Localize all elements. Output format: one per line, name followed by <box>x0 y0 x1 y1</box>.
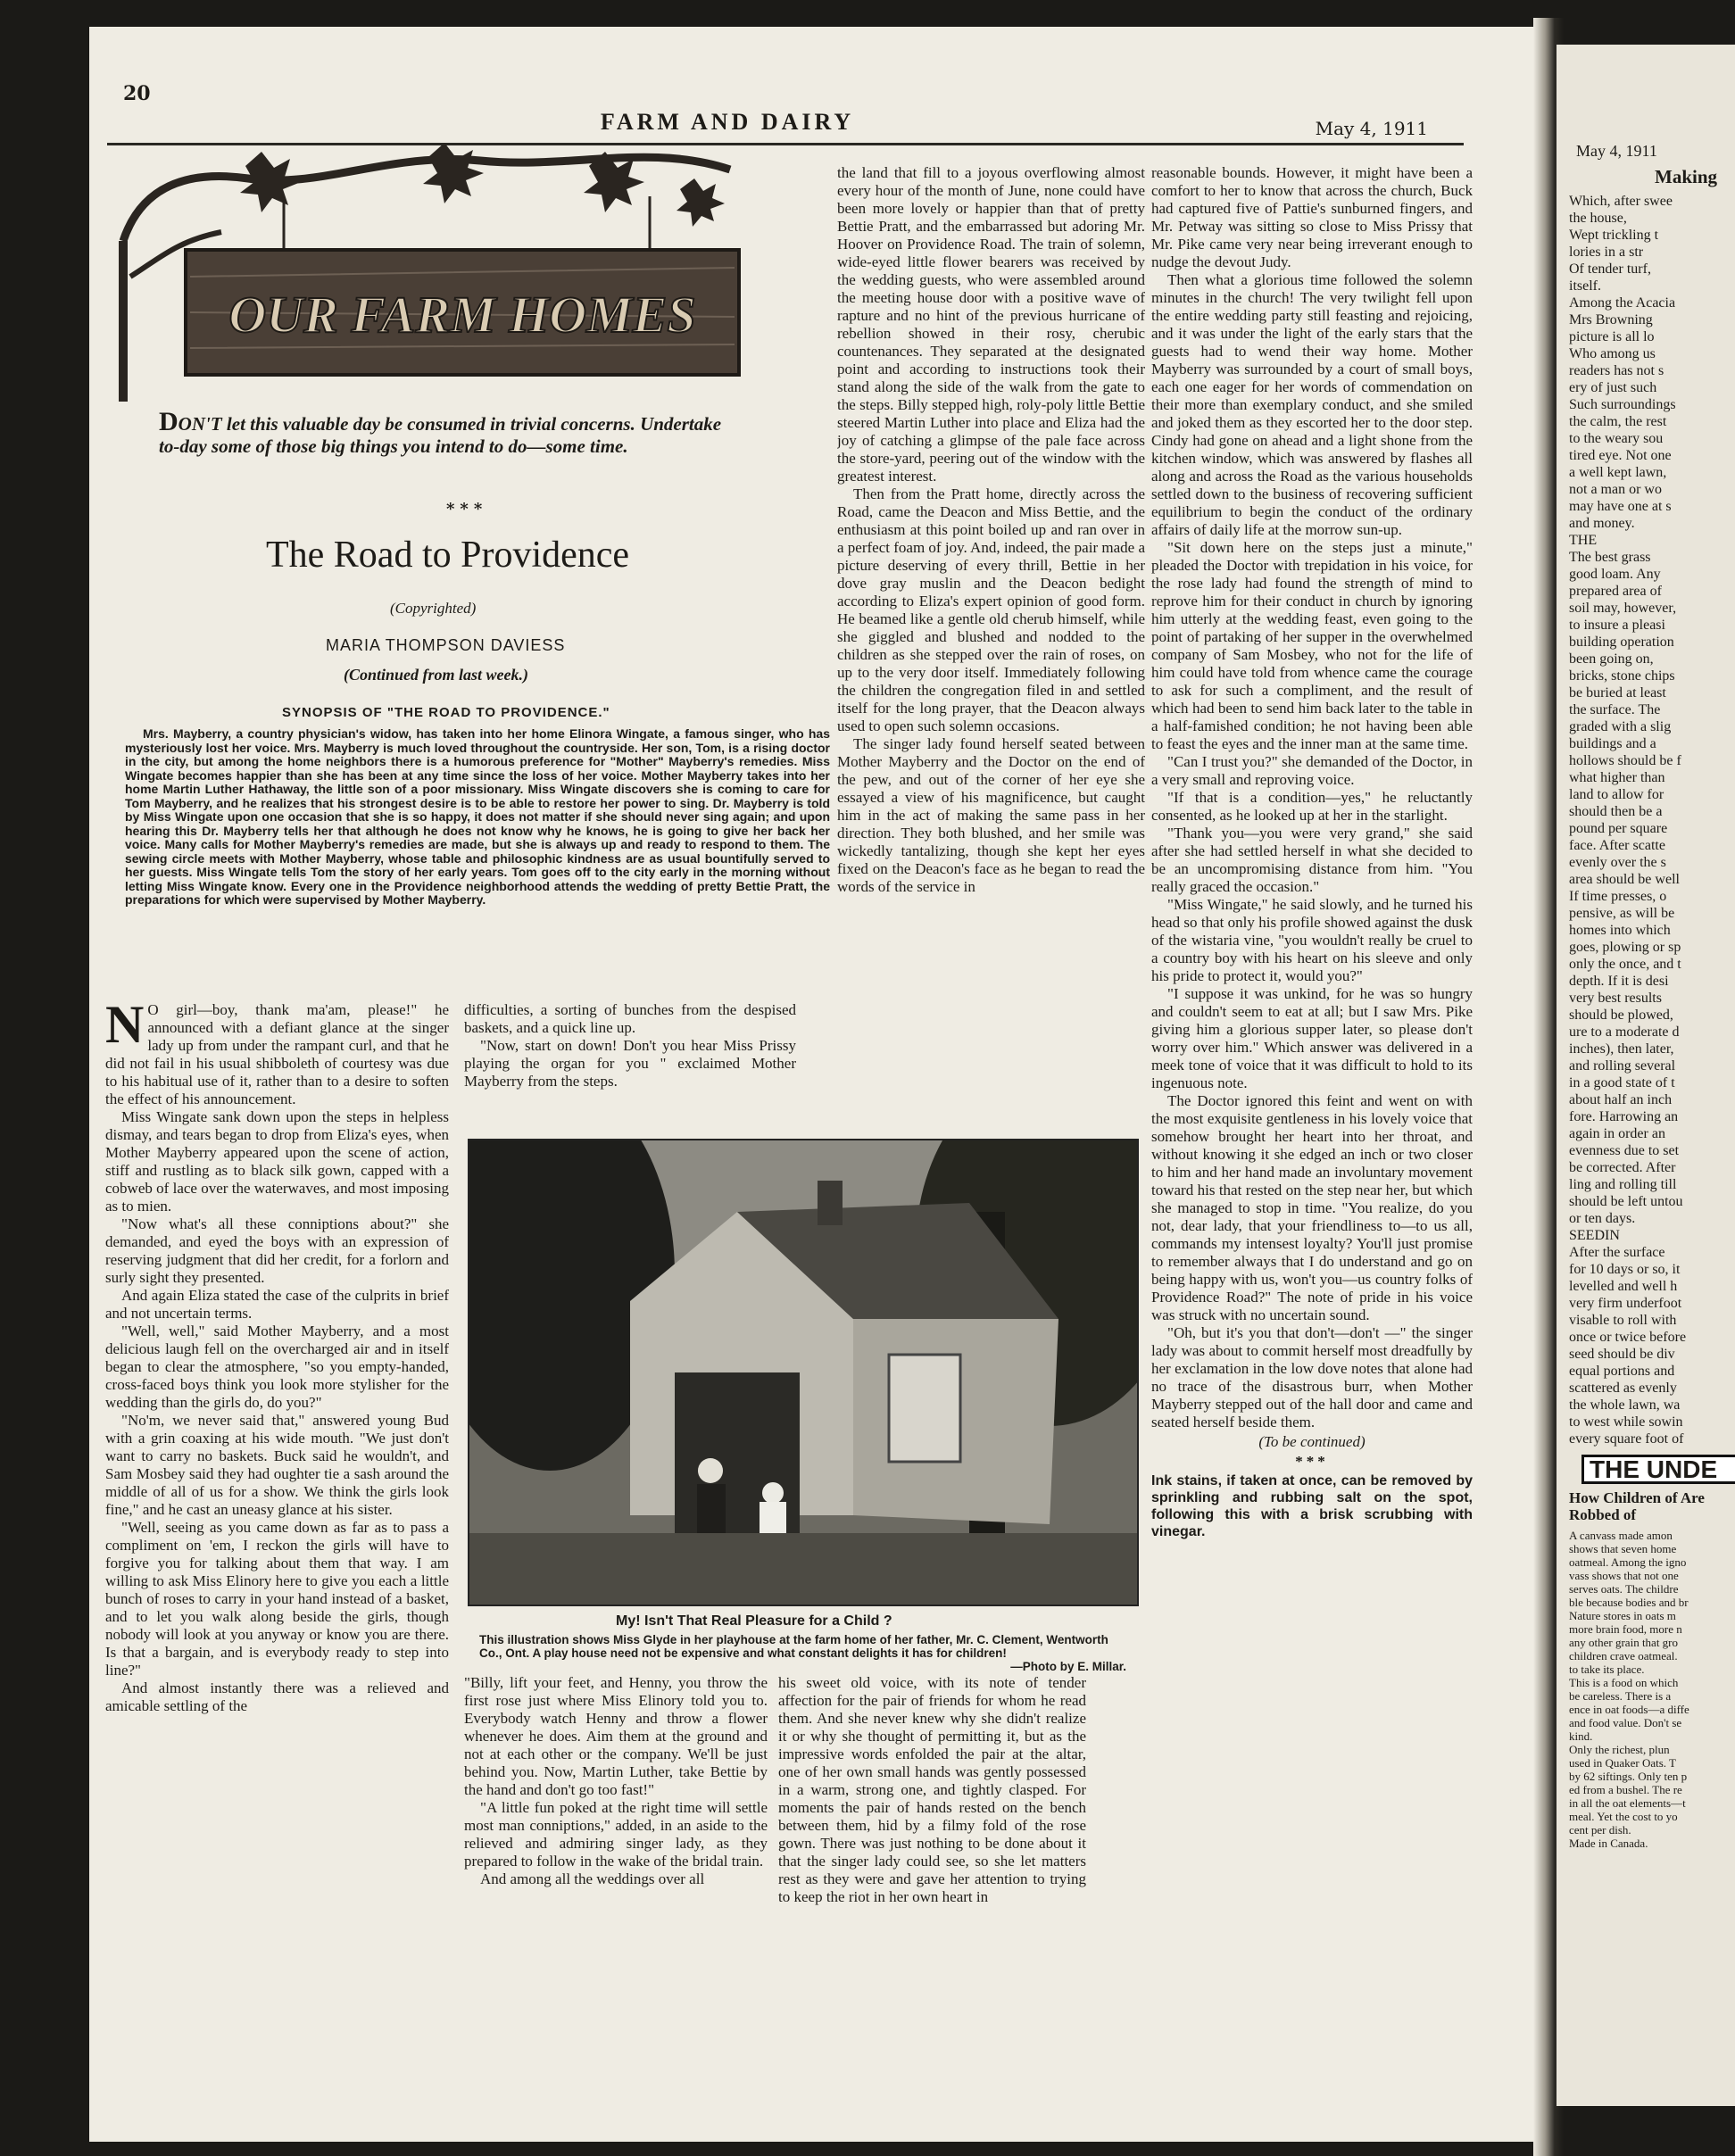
paragraph: And almost instantly there was a relieved and amicable settling of the <box>105 1679 449 1714</box>
playhouse-photo <box>468 1139 1139 1606</box>
opposite-line: be corrected. After <box>1569 1160 1676 1175</box>
opposite-line: once or twice before <box>1569 1330 1687 1345</box>
opposite-line: Only the richest, plun <box>1569 1743 1670 1756</box>
opposite-line: visable to roll with <box>1569 1313 1677 1328</box>
photo-caption-title: My! Isn't That Real Pleasure for a Child ? <box>616 1613 892 1629</box>
opposite-line: very firm underfoot <box>1569 1296 1682 1311</box>
opposite-line: THE <box>1569 533 1598 548</box>
opposite-line: buildings and a <box>1569 736 1656 751</box>
motto-drop-letter: D <box>159 407 178 436</box>
opposite-line: seed should be div <box>1569 1347 1675 1362</box>
opposite-line: the house, <box>1569 211 1627 226</box>
opposite-line: prepared area of <box>1569 584 1662 599</box>
motto-text: ON'T let this valuable day be consumed in trivial concerns. Undertake to-day some of those big things you intend to do—some time. <box>159 413 722 457</box>
opposite-line: itself. <box>1569 278 1601 294</box>
paragraph: "Well, seeing as you came down as far as to pass a compliment on 'em, I reckon the girls will have to forgive you for talking about them that way. I am willing to ask Miss Elinory here to give you each a little bunch of roses to carry in your hand instead of a basket, and to let you walk along beside the girls, though nobody will look at you anyway or know you are there. Is that a bargain, and is everybody ready to step into line?" <box>105 1519 449 1679</box>
opposite-line: goes, plowing or sp <box>1569 940 1681 955</box>
opposite-line: again in order an <box>1569 1126 1665 1141</box>
opposite-line: the surface. The <box>1569 702 1661 717</box>
opposite-line: graded with a slig <box>1569 719 1672 734</box>
ornament-stars: *** <box>446 500 488 518</box>
story-column-2-upper <box>464 1001 796 1126</box>
opposite-line: in all the oat elements—t <box>1569 1796 1686 1810</box>
paragraph: "Thank you—you were very grand," she said after she had settled herself in what she decided to be an uncompromising distance from him. "You really graced the occasion." <box>1151 825 1473 895</box>
opposite-line: the whole lawn, wa <box>1569 1397 1681 1413</box>
paragraph: The Doctor ignored this feint and went on with the most exquisite gentleness in his lovely voice that somehow brought her heart into her throat, and without knowing it she edged an inch or two closer to him and her hand made an involuntary movement toward his that rested on the step near her, but which she managed to stop in time. "You realize, do you not, dear lady, that your friendliness to—to us all, commands my intensest loyalty? You'll just promise to remember always that I do understand and go on being happy with us, won't you—us country folks of Providence Road?" The note of pride in his voice was struck with no uncertain sound. <box>1151 1092 1473 1323</box>
opposite-line: by 62 siftings. Only ten p <box>1569 1770 1688 1783</box>
opposite-line: Which, after swee <box>1569 194 1673 209</box>
synopsis-text: Mrs. Mayberry, a country physician's widow, has taken into her home Elinora Wingate, a famous singer, who has mysteriously lost her voice. Mrs. Mayberry is much loved throughout the countryside. Her son, Tom, is a rising doctor in the city, but among the home neighbors there is a humorous preference for "Mother" Mayberry's remedies. Miss Wingate becomes happier than she has been at any time since the loss of her voice. Mother Mayberry takes into her home Martin Luther Hathaway, the little son of a poor missionary. Miss Wingate discovers she is coming to care for Tom Mayberry, and he realizes that his strongest desire is to be able to restore her power to sing. Dr. Mayberry is told by Miss Wingate upon one occasion that she is so happy, it does not matter if she should never sing again; and upon hearing this Dr. Mayberry tells her that although he does not know why he knows, he is going to give her back her voice. Many calls for Mother Mayberry's remedies are made, but she is always up and ready to respond to them. The sewing circle meets with Mother Mayberry, whose table and philosophic kindness are as usual bountifully served to her guests. Miss Wingate tells Tom the story of her early years. Tom goes off to the city early in the morning without letting Miss Wingate know. Every one in the Providence neighborhood attends the wedding of pretty Bettie Pratt, the preparations for which were supervised by Mother Mayberry. <box>125 726 830 907</box>
opposite-line: SEEDIN <box>1569 1228 1620 1243</box>
paragraph: "Billy, lift your feet, and Henny, you throw the first rose just where Miss Elinory told you to. Everybody watch Henny and throw a flower whenever he does. Aim them at the ground and not at each other or the company. We'll be just behind you. Now, Martin Luther, take Bettie by the hand and don't go too fast!" <box>464 1674 768 1798</box>
continued-note: (Continued from last week.) <box>344 666 529 684</box>
opposite-line: about half an inch <box>1569 1092 1673 1107</box>
paragraph: "Now what's all these conniptions about?" she demanded, and eyed the boys with an expression of reserving judgment that did her credit, for a forlorn and surly sight they presented. <box>105 1215 449 1286</box>
opposite-line: oatmeal. Among the igno <box>1569 1555 1687 1569</box>
opposite-line: ence in oat foods—a diffe <box>1569 1703 1689 1716</box>
story-column-1 <box>105 1001 449 2014</box>
opposite-line: ery of just such <box>1569 380 1657 395</box>
opposite-line: shows that seven home <box>1569 1542 1677 1555</box>
opposite-line: for 10 days or so, it <box>1569 1262 1681 1277</box>
opposite-date: May 4, 1911 <box>1576 142 1657 160</box>
opposite-line: more brain food, more n <box>1569 1622 1682 1636</box>
opposite-line: face. After scatte <box>1569 838 1665 853</box>
opposite-line: equal portions and <box>1569 1364 1675 1379</box>
opposite-line: Mrs Browning <box>1569 312 1653 328</box>
opposite-line: cent per dish. <box>1569 1823 1631 1837</box>
paragraph: And among all the weddings over all <box>480 1870 705 1887</box>
opposite-line: Made in Canada. <box>1569 1837 1648 1850</box>
opposite-line: Of tender turf, <box>1569 261 1651 277</box>
masthead: FARM AND DAIRY <box>600 109 855 135</box>
opposite-line: only the once, and t <box>1569 957 1681 972</box>
synopsis-heading: SYNOPSIS OF "THE ROAD TO PROVIDENCE." <box>282 705 610 720</box>
opposite-line: evenly over the s <box>1569 855 1666 870</box>
opposite-line: inches), then later, <box>1569 1041 1674 1057</box>
opposite-line: in a good state of t <box>1569 1075 1675 1090</box>
opposite-line: very best results <box>1569 991 1662 1006</box>
opposite-line: lories in a str <box>1569 245 1644 260</box>
opposite-line: ed from a bushel. The re <box>1569 1783 1682 1796</box>
opposite-line: tired eye. Not one <box>1569 448 1672 463</box>
opposite-line: homes into which <box>1569 923 1671 938</box>
opposite-page <box>1557 45 1735 2106</box>
opposite-subheading: How Children of Are Robbed of <box>1569 1489 1705 1523</box>
our-farm-homes-sign <box>105 134 751 402</box>
synopsis <box>125 727 830 908</box>
opposite-line: scattered as evenly <box>1569 1381 1677 1396</box>
opposite-line: been going on, <box>1569 651 1654 667</box>
opposite-line: levelled and well h <box>1569 1279 1678 1294</box>
author-name: MARIA THOMPSON DAVIESS <box>326 636 566 654</box>
opposite-line: to insure a pleasi <box>1569 618 1665 633</box>
opposite-line: every square foot of <box>1569 1431 1684 1447</box>
opposite-line: Who among us <box>1569 346 1656 361</box>
opposite-line: a well kept lawn, <box>1569 465 1667 480</box>
paragraph: "Well, well," said Mother Mayberry, and a most delicious laugh fell on the overcharged air and in itself began to clear the atmosphere, "so you empty-handed, cross-faced boys think you look more stylisher for the wedding than the girls do, do you?" <box>105 1323 449 1411</box>
story-column-3-lower <box>778 1674 1086 2013</box>
opposite-line: any other grain that gro <box>1569 1636 1679 1649</box>
opposite-line: should then be a <box>1569 804 1663 819</box>
opposite-line: be buried at least <box>1569 685 1666 701</box>
ornament-stars-small: *** <box>1295 1453 1329 1470</box>
opposite-line: not a man or wo <box>1569 482 1662 497</box>
opposite-line: A canvass made amon <box>1569 1529 1673 1542</box>
paragraph: "Now, start on down! Don't you hear Miss Prissy playing the organ for you " exclaimed Mother Mayberry from the steps. <box>464 1037 796 1090</box>
photo-caption-text: This illustration shows Miss Glyde in her playhouse at the farm home of her father, Mr. C. Clement, Wentworth Co., Ont. A play house need not be expensive and what constant delights it has for children! <box>479 1633 1108 1660</box>
opposite-line: should be left untou <box>1569 1194 1683 1209</box>
opposite-line: meal. Yet the cost to yo <box>1569 1810 1678 1823</box>
opposite-line: ure to a moderate d <box>1569 1024 1680 1040</box>
opposite-line: good loam. Any <box>1569 567 1661 582</box>
issue-date: May 4, 1911 <box>1315 118 1428 139</box>
opposite-line: kind. <box>1569 1729 1593 1743</box>
copyright-note: (Copyrighted) <box>390 600 477 617</box>
sign-text: OUR FARM HOMES <box>228 286 696 344</box>
opposite-line: This is a food on which <box>1569 1676 1679 1689</box>
opposite-text <box>1557 193 1735 1447</box>
opposite-line: area should be well <box>1569 872 1680 887</box>
opposite-line: to the weary sou <box>1569 431 1664 446</box>
opposite-line: or ten days. <box>1569 1211 1636 1226</box>
opposite-line: Wept trickling t <box>1569 228 1659 243</box>
opposite-line: and food value. Don't se <box>1569 1716 1682 1729</box>
opposite-line: and rolling several <box>1569 1058 1676 1074</box>
opposite-line: depth. If it is desi <box>1569 974 1669 989</box>
playhouse-image <box>469 1140 1137 1605</box>
opposite-line: bricks, stone chips <box>1569 668 1675 684</box>
opposite-line: what higher than <box>1569 770 1665 785</box>
opposite-line: pensive, as will be <box>1569 906 1675 921</box>
to-be-continued: (To be continued) <box>1258 1433 1366 1450</box>
opposite-line: ble because bodies and br <box>1569 1596 1689 1609</box>
paragraph: "I suppose it was unkind, for he was so hungry and couldn't seem to eat at all; but I saw Mrs. Pike giving him a glorious supper later, so please don't worry over him." Which answer was delivered in a meek tone of voice that it was difficult to hold to its ingenuous note. <box>1151 985 1473 1091</box>
opposite-line: land to allow for <box>1569 787 1664 802</box>
paragraph: "Oh, but it's you that don't—don't —" the singer lady was about to commit herself most dreadfully by her exclamation in the low dove notes that alone had no trace of the disastrous burr, when Mother Mayberry stepped out of the hall door and came and seated herself beside them. <box>1151 1324 1473 1430</box>
opposite-line: used in Quaker Oats. T <box>1569 1756 1676 1770</box>
paragraph: "Miss Wingate," he said slowly, and he turned his head so that only his profile showed against the dusk of the wistaria vine, "you wouldn't really be cruel to a country boy with his heart on his sleeve and only his pride to protect it, would you?" <box>1151 896 1473 984</box>
opposite-heading: Making <box>1655 166 1718 187</box>
opposite-line: Among the Acacia <box>1569 295 1676 311</box>
drop-cap: N <box>105 1001 145 1054</box>
opposite-line: After the surface <box>1569 1245 1665 1260</box>
paragraph: "No'm, we never said that," answered young Bud with a grin coaxing at his wide mouth. "We just don't want to carry no baskets. Buck said he wouldn't, and Sam Mosbey said they had oughter tie a sash around the middle of all of us for a show. We think the girls look fine," and he cast an uneasy glance at his sister. <box>105 1412 449 1518</box>
photo-caption <box>479 1633 1126 1673</box>
opposite-line: pound per square <box>1569 821 1668 836</box>
household-tip: Ink stains, if taken at once, can be removed by sprinkling and rubbing salt on the spot, following this with a brisk scrubbing with vinegar. <box>1151 1473 1473 1539</box>
paragraph: Then from the Pratt home, directly across the Road, came the Deacon and Miss Bettie, and the enthusiasm at this point boiled up and ran over in a perfect foam of joy. And, indeed, the pair made a picture deserving of every thrill, Bettie in her dove gray muslin and the Deacon bedight according to Eliza's expert opinion of good form. He beamed like a gentle old cherub himself, while she giggled and blushed and nodded to the children as she stepped over the rain of roses, on up to the very door itself. Immediately following the children the congregation filed in and settled itself for the long prayer, that the Deacon always used to open such solemn occasions. <box>837 485 1145 734</box>
opposite-line: and money. <box>1569 516 1635 531</box>
opposite-line: serves oats. The childre <box>1569 1582 1679 1596</box>
paragraph: reasonable bounds. However, it might have been a comfort to her to know that across the church, Buck had captured five of Pattie's sunburned fingers, and Mr. Petway was sitting so close to Miss Prissy that Mr. Pike came very near being irreverant enough to nudge the devout Judy. <box>1151 164 1473 270</box>
paragraph: "Can I trust you?" she demanded of the Doctor, in a very small and reproving voice. <box>1151 753 1473 788</box>
opposite-line: the calm, the rest <box>1569 414 1667 429</box>
paragraph: Miss Wingate sank down upon the steps in helpless dismay, and tears began to drop from Eliza's eyes, when Mother Mayberry appeared upon the scene of action, stiff and rustling as to black silk gown, capped with a cobweb of lace over the waterwaves, and most imposing as to mien. <box>105 1108 449 1215</box>
paragraph: O girl—boy, thank ma'am, please!" he announced with a defiant glance at the singer lady up from under the rampant curl, and that he did not fail in his usual shibboleth of courtesy was due to his habitual use of it, rather than to a desire to soften the effect of his announcement. <box>105 1001 449 1107</box>
paragraph: the land that fill to a joyous overflowing almost every hour of the month of June, none could have been more lovely or happier than that of pretty Bettie Pratt, and the embarrassed but adoring Mr. Hoover on Providence Road. The train of solemn, wide-eyed little flower bearers was received by the wedding guests, who were assembled around the meeting house door with a positive wave of rapture and no hint of the previous hurricane of rebellion showed in their rosy, cherubic countenances. They separated at the designated point and according to instructions took their stand along the side of the walk from the gate to the steps. Billy stepped high, roly-poly little Bettie steered Martin Luther into place and Eliza had the joy of catching a glimpse of the pale face across the store-yard, peering out of the window with the greatest interest. <box>837 164 1145 485</box>
opposite-line: picture is all lo <box>1569 329 1655 344</box>
paragraph: his sweet old voice, with its note of tender affection for the pair of friends for whom he read them. And she never knew why she didn't realize it or why she thought of permitting it, but as the impressive words enfolded the pair at the altar, one of her own small hands was gently possessed in a warm, strong one, and tightly clasped. For moments the pair of hands rested on the bench between them, hid by a filmy fold of the rose gown. There was just nothing to be done about it that the singer lady could see, so she let matters rest as they were and gave her attention to trying to keep the riot in her own heart in <box>778 1674 1086 1905</box>
opposite-line: The best grass <box>1569 550 1651 565</box>
opposite-line: hollows should be f <box>1569 753 1681 768</box>
story-column-2-top <box>837 164 1145 1128</box>
opposite-line: be careless. There is a <box>1569 1689 1672 1703</box>
opposite-text-2 <box>1557 1529 1735 1850</box>
opposite-line: ling and rolling till <box>1569 1177 1677 1192</box>
paragraph: "A little fun poked at the right time will settle most man conniptions," added, in an aside to the relieved and admiring singer lady, as they prepared to follow in the wake of the bridal train. <box>464 1799 768 1870</box>
opposite-line: should be plowed, <box>1569 1008 1673 1023</box>
opposite-line: readers has not s <box>1569 363 1664 378</box>
story-column-2-lower <box>464 1674 768 2013</box>
opposite-line: fore. Harrowing an <box>1569 1109 1679 1124</box>
opposite-line: evenness due to set <box>1569 1143 1680 1158</box>
paragraph: "If that is a condition—yes," he reluctantly consented, as he looked up at her in the starlight. <box>1151 789 1473 824</box>
opposite-line: vass shows that not one <box>1569 1569 1679 1582</box>
opposite-line: to west while sowin <box>1569 1414 1683 1430</box>
paragraph: The singer lady found herself seated between Mother Mayberry and the Doctor on the end of the pew, and out of the corner of her eye she essayed a view of his magnificence, but caught him in the act of making the same pass in her direction. They both blushed, and her smile was wickedly tantalizing, though she kept her eyes fixed on the Deacon's face as he began to read the words of the service in <box>837 735 1145 895</box>
paragraph: difficulties, a sorting of bunches from the despised baskets, and a quick line up. <box>464 1001 796 1036</box>
story-title: The Road to Providence <box>266 535 630 576</box>
opposite-line: If time presses, o <box>1569 889 1667 904</box>
opposite-line: may have one at s <box>1569 499 1672 514</box>
paragraph: Then what a glorious time followed the solemn minutes in the church! The very twilight fell upon the entire wedding party still feasting and rejoicing, and it was under the light of the early stars that the guests had to wend their way home. Mother Mayberry was surrounded by a court of small boys, each one eager for her words of commendation on their more than exemplary conduct, and she smiled and joked them as they escorted her to the door step. Cindy had gone on ahead and a light shone from the kitchen window, which was answered by flashes all along and across the Road as the various households settled down to the business of recovering sufficient equilibrium to begin the conduct of the ordinary affairs of daily life at the morrow sun-up. <box>1151 271 1473 538</box>
opposite-line: children crave oatmeal. <box>1569 1649 1678 1663</box>
story-column-4 <box>1151 164 1473 2029</box>
photo-credit: —Photo by E. Millar. <box>1010 1660 1126 1673</box>
opposite-line: building operation <box>1569 634 1674 650</box>
motto <box>159 407 739 458</box>
paragraph: And again Eliza stated the case of the culprits in brief and not uncertain terms. <box>105 1287 449 1322</box>
paragraph: "Sit down here on the steps just a minute," pleaded the Doctor with trepidation in his voice, for the rose lady had found the strength of mind to reprove him for their conduct in church by ignoring him utterly at the wedding feast, even going to the point of partaking of her supper in the overwhelmed company of Sam Mosbey, who not for the life of him could have told from whence came the courage to ask for such a compliment, and the result of which had been to send him back later to the table in a half-famished condition; he not having been able to feast the eyes and the inner man at the same time. <box>1151 539 1473 752</box>
opposite-boxed-heading: THE UNDE <box>1581 1455 1735 1484</box>
opposite-line: soil may, however, <box>1569 601 1677 616</box>
opposite-line: Such surroundings <box>1569 397 1676 412</box>
page-number: 20 <box>123 82 151 105</box>
opposite-line: to take its place. <box>1569 1663 1645 1676</box>
opposite-line: Nature stores in oats m <box>1569 1609 1676 1622</box>
